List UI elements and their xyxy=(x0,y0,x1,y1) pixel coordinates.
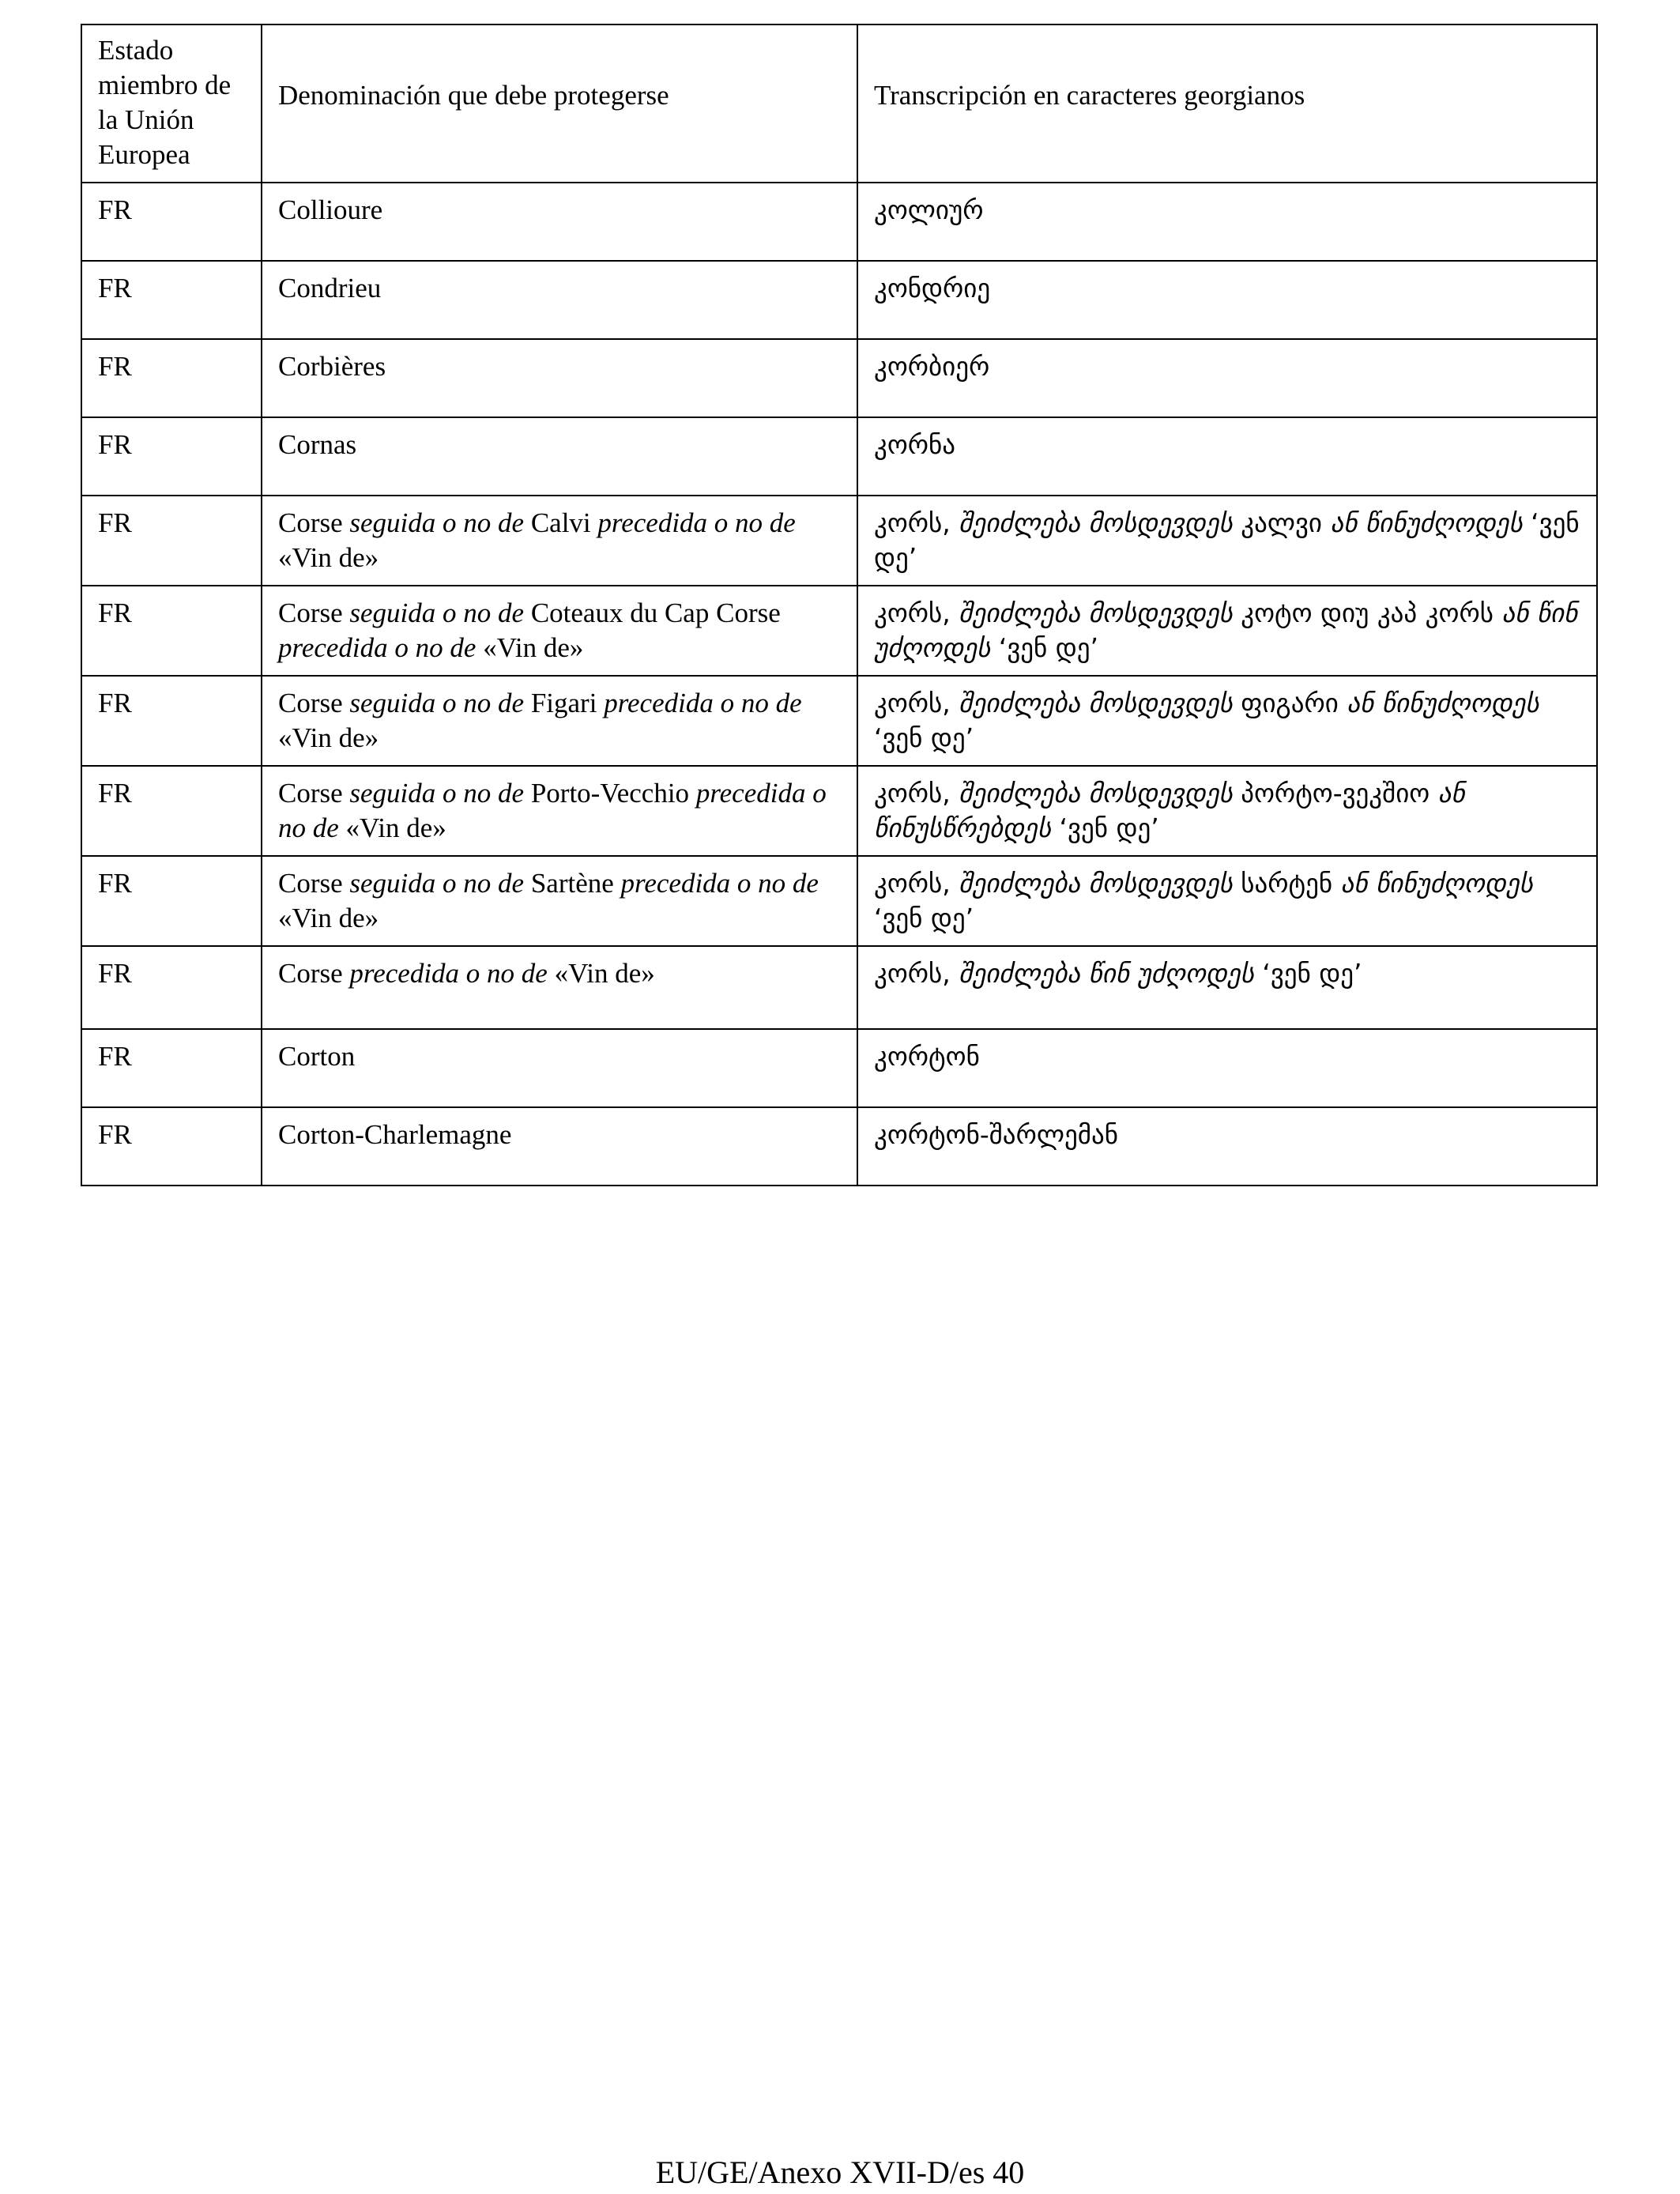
cell-denomination xyxy=(262,766,857,856)
table-row xyxy=(81,417,1597,496)
transcription-qualifier: შეიძლება მოსდევდეს xyxy=(959,778,1233,809)
table-row xyxy=(81,1107,1597,1186)
cell-denomination xyxy=(262,183,857,261)
cell-georgian-transcription xyxy=(857,261,1597,339)
denomination-qualifier: seguida o no de xyxy=(349,868,525,899)
transcription-text: კორს, xyxy=(874,778,959,809)
cell-denomination xyxy=(262,676,857,766)
transcription-text: კორტონ-შარლემან xyxy=(874,1119,1118,1150)
annex-table-body xyxy=(81,25,1597,1186)
denomination-qualifier: precedida o no de xyxy=(278,778,827,843)
cell-georgian-transcription xyxy=(857,1029,1597,1107)
cell-denomination xyxy=(262,1029,857,1107)
denomination-text: Corse xyxy=(278,688,350,718)
transcription-text: ‘ვენ დე’ xyxy=(874,507,1580,573)
cell-georgian-transcription xyxy=(857,417,1597,496)
transcription-qualifier: ან წინუსწრებდეს xyxy=(874,778,1465,843)
cell-denomination xyxy=(262,586,857,676)
denomination-text: Collioure xyxy=(278,194,383,225)
header-denomination: Denominación que debe protegerse xyxy=(262,25,857,183)
denomination-qualifier: seguida o no de xyxy=(349,507,525,538)
cell-georgian-transcription xyxy=(857,183,1597,261)
denomination-text: «Vin de» xyxy=(338,812,446,843)
transcription-text: კოტო დიუ კაპ კორს xyxy=(1232,598,1502,628)
cell-georgian-transcription xyxy=(857,856,1597,946)
transcription-text: ‘ვენ დე’ xyxy=(874,903,974,933)
transcription-text: კორტონ xyxy=(874,1041,980,1072)
denomination-text: Corse xyxy=(278,778,350,809)
cell-georgian-transcription xyxy=(857,586,1597,676)
table-row xyxy=(81,856,1597,946)
transcription-qualifier: ან წინ უძღოდეს xyxy=(874,598,1578,663)
transcription-text: კორს, xyxy=(874,507,959,538)
transcription-text: კოლიურ xyxy=(874,194,984,225)
transcription-text: ‘ვენ დე’ xyxy=(874,722,974,753)
denomination-text: Corton xyxy=(278,1041,356,1072)
transcription-text: სარტენ xyxy=(1232,868,1341,899)
denomination-qualifier: precedida o no de xyxy=(620,868,819,899)
cell-denomination xyxy=(262,856,857,946)
cell-denomination xyxy=(262,1107,857,1186)
transcription-text: ‘ვენ დე’ xyxy=(1253,958,1362,989)
transcription-text: კორს, xyxy=(874,958,959,989)
transcription-text: კალვი xyxy=(1232,507,1331,538)
denomination-qualifier: seguida o no de xyxy=(349,688,525,718)
transcription-qualifier: ან წინუძღოდეს xyxy=(1347,688,1539,718)
denomination-text: «Vin de» xyxy=(278,542,379,573)
denomination-text: Sartène xyxy=(524,868,621,899)
denomination-qualifier: precedida o no de xyxy=(604,688,802,718)
table-row xyxy=(81,496,1597,586)
denomination-text: «Vin de» xyxy=(278,903,379,933)
transcription-text: კონდრიე xyxy=(874,273,991,303)
denomination-text: Corbières xyxy=(278,351,386,382)
cell-member-state: FR xyxy=(81,339,262,417)
denomination-text: Porto-Vecchio xyxy=(524,778,696,809)
denomination-qualifier: precedida o no de xyxy=(597,507,796,538)
annex-table xyxy=(81,24,1598,1186)
cell-denomination xyxy=(262,417,857,496)
cell-denomination xyxy=(262,946,857,1029)
cell-member-state: FR xyxy=(81,766,262,856)
cell-member-state: FR xyxy=(81,946,262,1029)
transcription-qualifier: შეიძლება მოსდევდეს xyxy=(959,868,1233,899)
cell-georgian-transcription xyxy=(857,766,1597,856)
transcription-qualifier: შეიძლება მოსდევდეს xyxy=(959,598,1233,628)
transcription-text: კორნა xyxy=(874,429,956,460)
table-header-row xyxy=(81,25,1597,183)
cell-georgian-transcription xyxy=(857,339,1597,417)
table-row xyxy=(81,586,1597,676)
header-member-state: Estado miembro de la Unión Europea xyxy=(81,25,262,183)
denomination-qualifier: precedida o no de xyxy=(278,632,477,663)
cell-member-state: FR xyxy=(81,676,262,766)
cell-georgian-transcription xyxy=(857,946,1597,1029)
denomination-text: Corse xyxy=(278,868,350,899)
table-row xyxy=(81,1029,1597,1107)
transcription-qualifier: შეიძლება მოსდევდეს xyxy=(959,688,1233,718)
cell-denomination xyxy=(262,496,857,586)
denomination-text: «Vin de» xyxy=(476,632,584,663)
table-row xyxy=(81,261,1597,339)
cell-member-state: FR xyxy=(81,856,262,946)
cell-member-state: FR xyxy=(81,586,262,676)
page-footer-reference: EU/GE/Anexo XVII-D/es 40 xyxy=(655,2154,1025,2190)
cell-member-state: FR xyxy=(81,1029,262,1107)
denomination-text: «Vin de» xyxy=(278,722,379,753)
denomination-text: Condrieu xyxy=(278,273,382,303)
cell-denomination xyxy=(262,339,857,417)
denomination-text: Calvi xyxy=(524,507,598,538)
transcription-text: ‘ვენ დე’ xyxy=(1051,812,1159,843)
table-row xyxy=(81,339,1597,417)
table-row xyxy=(81,183,1597,261)
cell-georgian-transcription xyxy=(857,676,1597,766)
transcription-qualifier: ან წინუძღოდეს xyxy=(1340,868,1533,899)
header-transcription: Transcripción en caracteres georgianos xyxy=(857,25,1597,183)
transcription-text: კორბიერ xyxy=(874,351,990,382)
cell-member-state: FR xyxy=(81,261,262,339)
denomination-text: Figari xyxy=(524,688,605,718)
transcription-text: კორს, xyxy=(874,868,959,899)
transcription-text: ფიგარი xyxy=(1232,688,1347,718)
denomination-text: Cornas xyxy=(278,429,357,460)
transcription-qualifier: შეიძლება მოსდევდეს xyxy=(959,507,1233,538)
table-row xyxy=(81,676,1597,766)
table-row xyxy=(81,766,1597,856)
denomination-text: Coteaux du Cap Corse xyxy=(524,598,781,628)
cell-georgian-transcription xyxy=(857,1107,1597,1186)
cell-member-state: FR xyxy=(81,496,262,586)
denomination-text: Corse xyxy=(278,598,350,628)
denomination-qualifier: seguida o no de xyxy=(349,778,525,809)
denomination-text: «Vin de» xyxy=(547,958,655,989)
cell-member-state: FR xyxy=(81,417,262,496)
transcription-text: კორს, xyxy=(874,598,959,628)
transcription-qualifier: შეიძლება წინ უძღოდეს xyxy=(959,958,1254,989)
cell-member-state: FR xyxy=(81,1107,262,1186)
transcription-text: ‘ვენ დე’ xyxy=(990,632,1098,663)
denomination-text: Corton-Charlemagne xyxy=(278,1119,512,1150)
cell-denomination xyxy=(262,261,857,339)
transcription-text: კორს, xyxy=(874,688,959,718)
cell-member-state: FR xyxy=(81,183,262,261)
denomination-text: Corse xyxy=(278,958,350,989)
denomination-text: Corse xyxy=(278,507,350,538)
table-row xyxy=(81,946,1597,1029)
denomination-qualifier: precedida o no de xyxy=(349,958,548,989)
transcription-qualifier: ან წინუძღოდეს xyxy=(1330,507,1523,538)
cell-georgian-transcription xyxy=(857,496,1597,586)
transcription-text: პორტო-ვეკშიო xyxy=(1232,778,1438,809)
denomination-qualifier: seguida o no de xyxy=(349,598,525,628)
